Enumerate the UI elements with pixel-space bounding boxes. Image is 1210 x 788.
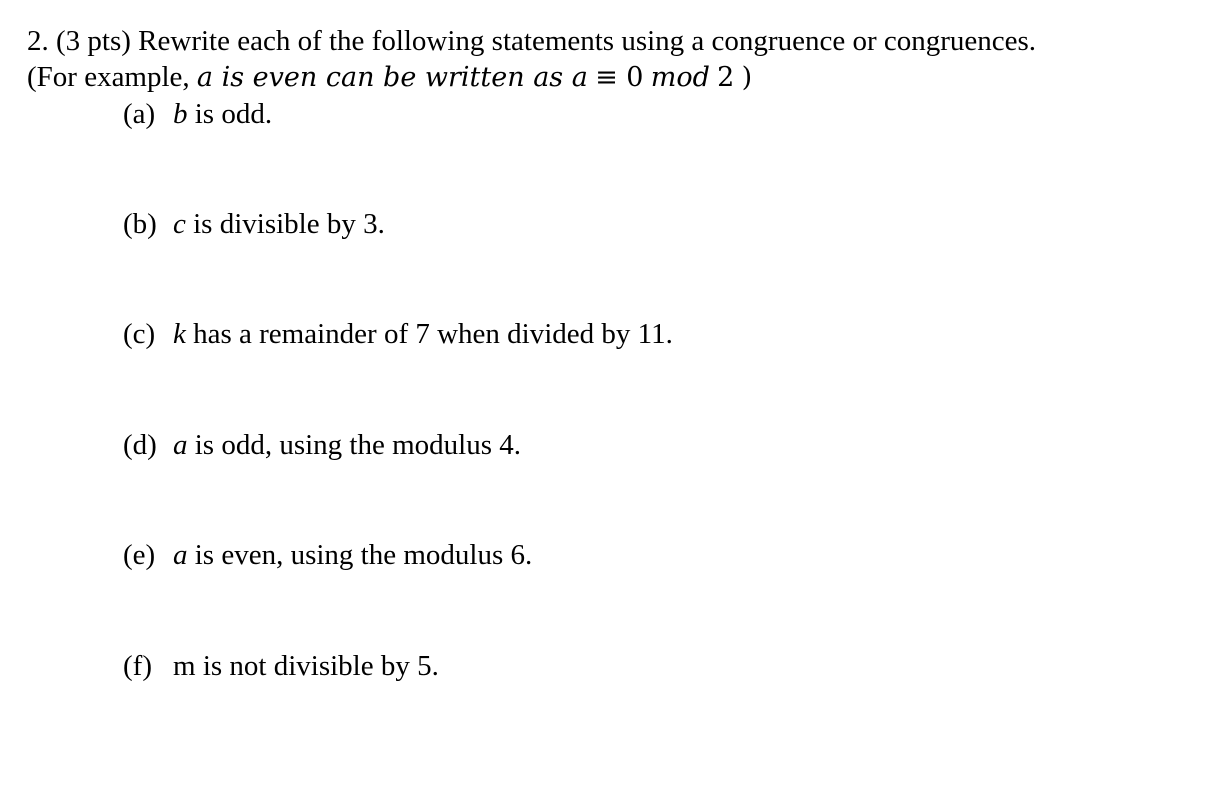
example-math: a is even can be written as a: [196, 62, 588, 93]
item-variable: c: [173, 208, 186, 240]
item-c: [123, 316, 673, 352]
item-text: is odd, using the modulus 4.: [187, 429, 522, 461]
item-variable: a: [173, 429, 188, 461]
problem-header: 2. (3 pts) Rewrite each of the following statements using a congruence or congruences.: [27, 25, 1037, 57]
item-a: [123, 96, 272, 132]
example-line: [27, 59, 752, 96]
item-label: (d): [123, 429, 157, 461]
item-e: [123, 537, 532, 573]
example-close: ): [741, 62, 753, 93]
example-open: (For example,: [27, 61, 190, 93]
item-f: [123, 648, 439, 684]
item-text: is odd.: [187, 98, 273, 130]
item-label: (a): [123, 98, 156, 130]
item-variable: m: [173, 650, 196, 682]
item-text: has a remainder of 7 when divided by 11.: [185, 318, 673, 350]
item-variable: k: [173, 318, 186, 350]
item-text: is even, using the modulus 6.: [187, 539, 533, 571]
example-num: 2: [717, 62, 735, 93]
item-label: (e): [123, 539, 156, 571]
example-equiv: ≡ 0: [595, 62, 644, 93]
item-label: (c): [123, 318, 156, 350]
item-b: [123, 206, 385, 242]
item-variable: b: [173, 98, 188, 130]
example-mod: mod: [650, 62, 710, 93]
item-variable: a: [173, 539, 188, 571]
item-d: [123, 427, 521, 463]
item-label: (b): [123, 208, 157, 240]
item-text: is not divisible by 5.: [195, 650, 439, 682]
item-label: (f): [123, 650, 152, 682]
item-text: is divisible by 3.: [185, 208, 385, 240]
